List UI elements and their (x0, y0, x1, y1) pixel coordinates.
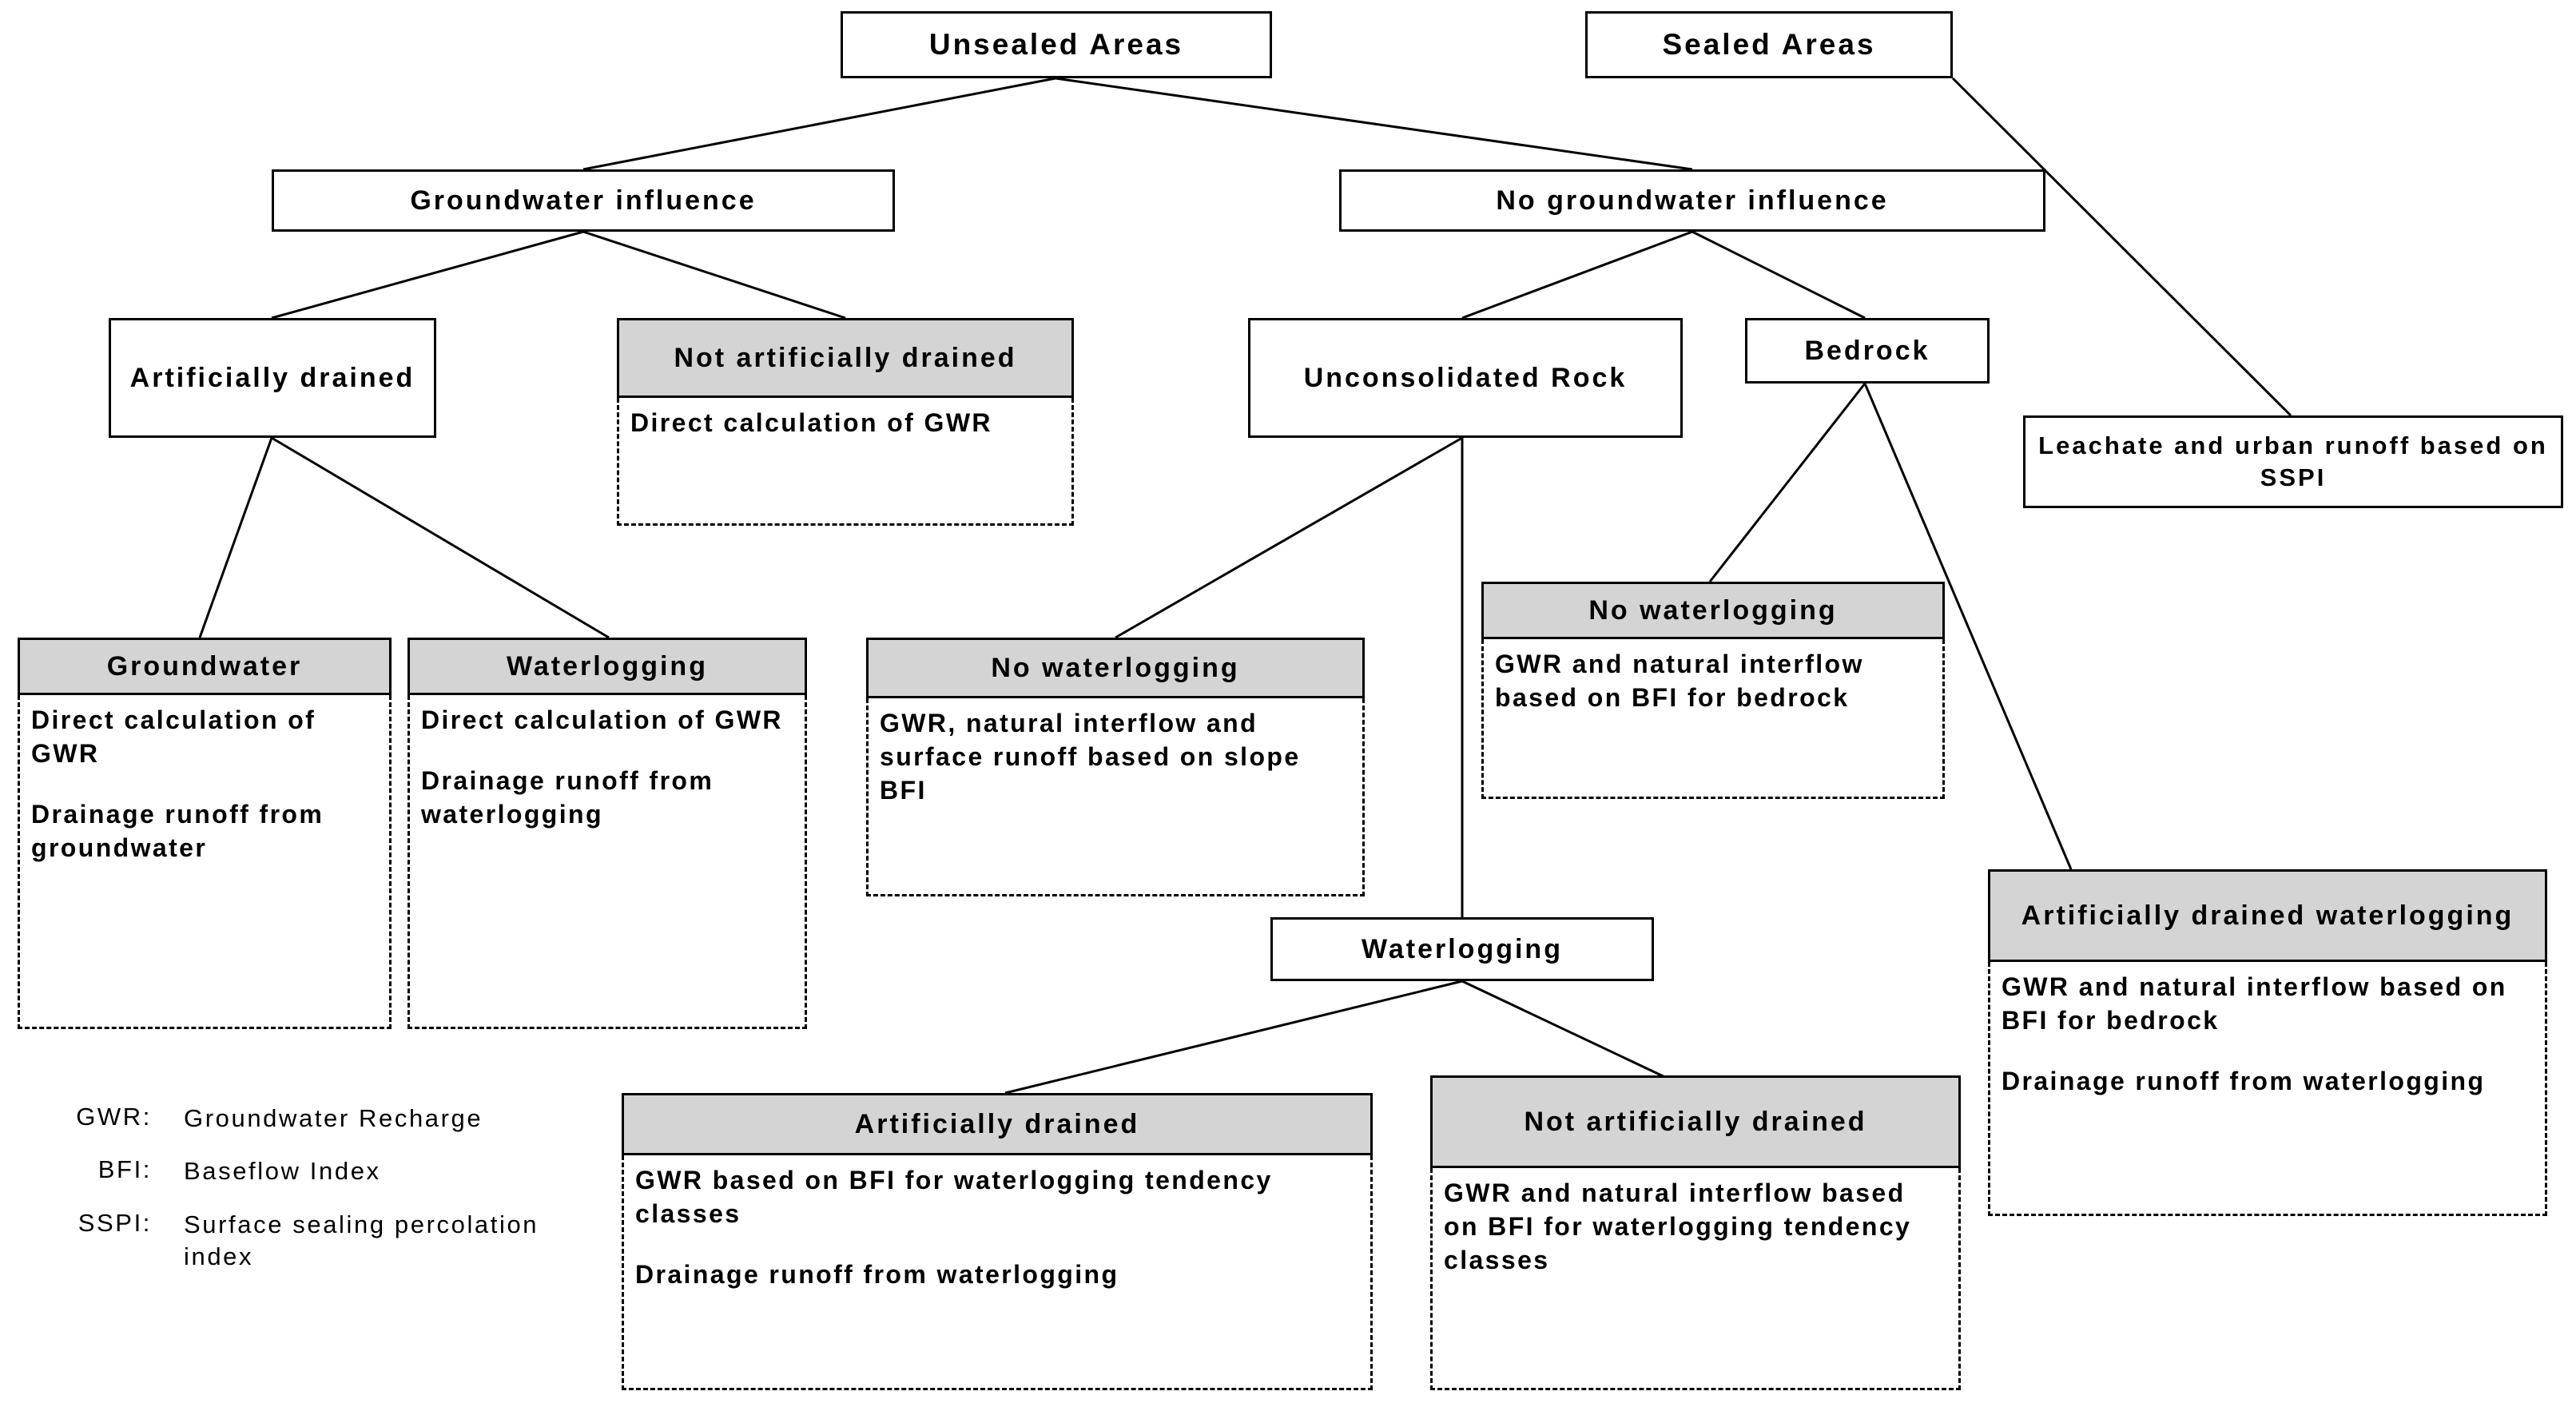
node-no-waterlogging-unconsolidated[interactable] (866, 638, 1365, 896)
legend (24, 1103, 599, 1294)
node-groundwater-influence-header: Groundwater influence (272, 169, 895, 232)
body-line: GWR and natural interflow based on BFI for waterlogging tendency classes (1444, 1178, 1912, 1275)
node-artificially-drained-waterlogging-header: Artificially drained waterlogging (1988, 869, 2547, 962)
node-unsealed-areas[interactable] (841, 11, 1272, 78)
node-no-waterlogging-unconsolidated-header: No waterlogging (866, 638, 1365, 698)
node-groundwater-header: Groundwater (18, 638, 392, 695)
node-not-artificially-drained[interactable] (617, 318, 1074, 526)
legend-value: Baseflow Index (184, 1157, 381, 1186)
node-artificially-drained-waterlogging[interactable] (1988, 869, 2547, 1216)
node-leachate-urban-runoff-label: Leachate and urban runoff based on SSPI (2023, 415, 2563, 508)
node-groundwater-body (18, 695, 392, 1029)
node-not-artificially-drained-middle[interactable] (1430, 1075, 1961, 1390)
node-not-artificially-drained-body (617, 398, 1074, 526)
node-sealed-areas-header: Sealed Areas (1585, 11, 1953, 78)
node-groundwater-influence[interactable] (272, 169, 895, 232)
node-artificially-drained-middle[interactable] (622, 1093, 1373, 1390)
node-no-waterlogging-unconsolidated-body (866, 698, 1365, 896)
body-line: Direct calculation of GWR (31, 706, 316, 769)
body-line: Drainage runoff from waterlogging (635, 1260, 1119, 1290)
node-artificially-drained-header: Artificially drained (109, 318, 436, 438)
body-line: Drainage runoff from waterlogging (2002, 1067, 2486, 1096)
legend-row (24, 1209, 599, 1274)
node-bedrock[interactable] (1745, 318, 1990, 384)
body-line: Drainage runoff from groundwater (31, 800, 324, 863)
node-artificially-drained-waterlogging-body (1988, 962, 2547, 1216)
node-no-waterlogging-bedrock[interactable] (1481, 582, 1945, 799)
legend-value: Surface sealing percolation index (184, 1210, 539, 1270)
node-waterlogging-left[interactable] (407, 638, 807, 1029)
node-no-waterlogging-bedrock-body (1481, 639, 1945, 799)
node-unconsolidated-rock[interactable] (1248, 318, 1683, 438)
node-no-groundwater-influence[interactable] (1339, 169, 2045, 232)
body-line: GWR based on BFI for waterlogging tendency classes (635, 1166, 1273, 1229)
node-not-artificially-drained-middle-body (1430, 1168, 1961, 1390)
legend-key: SSPI: (78, 1208, 152, 1237)
node-no-groundwater-influence-header: No groundwater influence (1339, 169, 2045, 232)
node-leachate-urban-runoff[interactable] (2023, 415, 2563, 508)
node-artificially-drained-middle-header: Artificially drained (622, 1093, 1373, 1155)
node-artificially-drained[interactable] (109, 318, 436, 438)
node-not-artificially-drained-middle-header: Not artificially drained (1430, 1075, 1961, 1168)
body-line: GWR, natural interflow and surface runoff based on slope BFI (880, 709, 1301, 805)
node-waterlogging-left-body (407, 695, 807, 1029)
legend-row (24, 1103, 599, 1135)
node-waterlogging-middle[interactable] (1270, 917, 1654, 981)
body-line: Drainage runoff from waterlogging (421, 765, 714, 829)
body-line: Direct calculation of GWR (421, 706, 783, 734)
node-bedrock-header: Bedrock (1745, 318, 1990, 384)
legend-key: BFI: (97, 1155, 152, 1184)
node-unsealed-areas-header: Unsealed Areas (841, 11, 1272, 78)
node-not-artificially-drained-header: Not artificially drained (617, 318, 1074, 398)
node-groundwater[interactable] (18, 638, 392, 1029)
node-sealed-areas[interactable] (1585, 11, 1953, 78)
body-line: GWR and natural interflow based on BFI for bedrock (1495, 650, 1864, 713)
body-line: GWR and natural interflow based on BFI for bedrock (2002, 972, 2507, 1035)
legend-value: Groundwater Recharge (184, 1104, 483, 1132)
node-waterlogging-left-header: Waterlogging (407, 638, 807, 695)
legend-row (24, 1155, 599, 1187)
node-unconsolidated-rock-header: Unconsolidated Rock (1248, 318, 1683, 438)
node-no-waterlogging-bedrock-header: No waterlogging (1481, 582, 1945, 639)
node-waterlogging-middle-header: Waterlogging (1270, 917, 1654, 981)
body-line: Direct calculation of GWR (630, 408, 992, 437)
node-artificially-drained-middle-body (622, 1155, 1373, 1390)
legend-key: GWR: (76, 1103, 152, 1131)
